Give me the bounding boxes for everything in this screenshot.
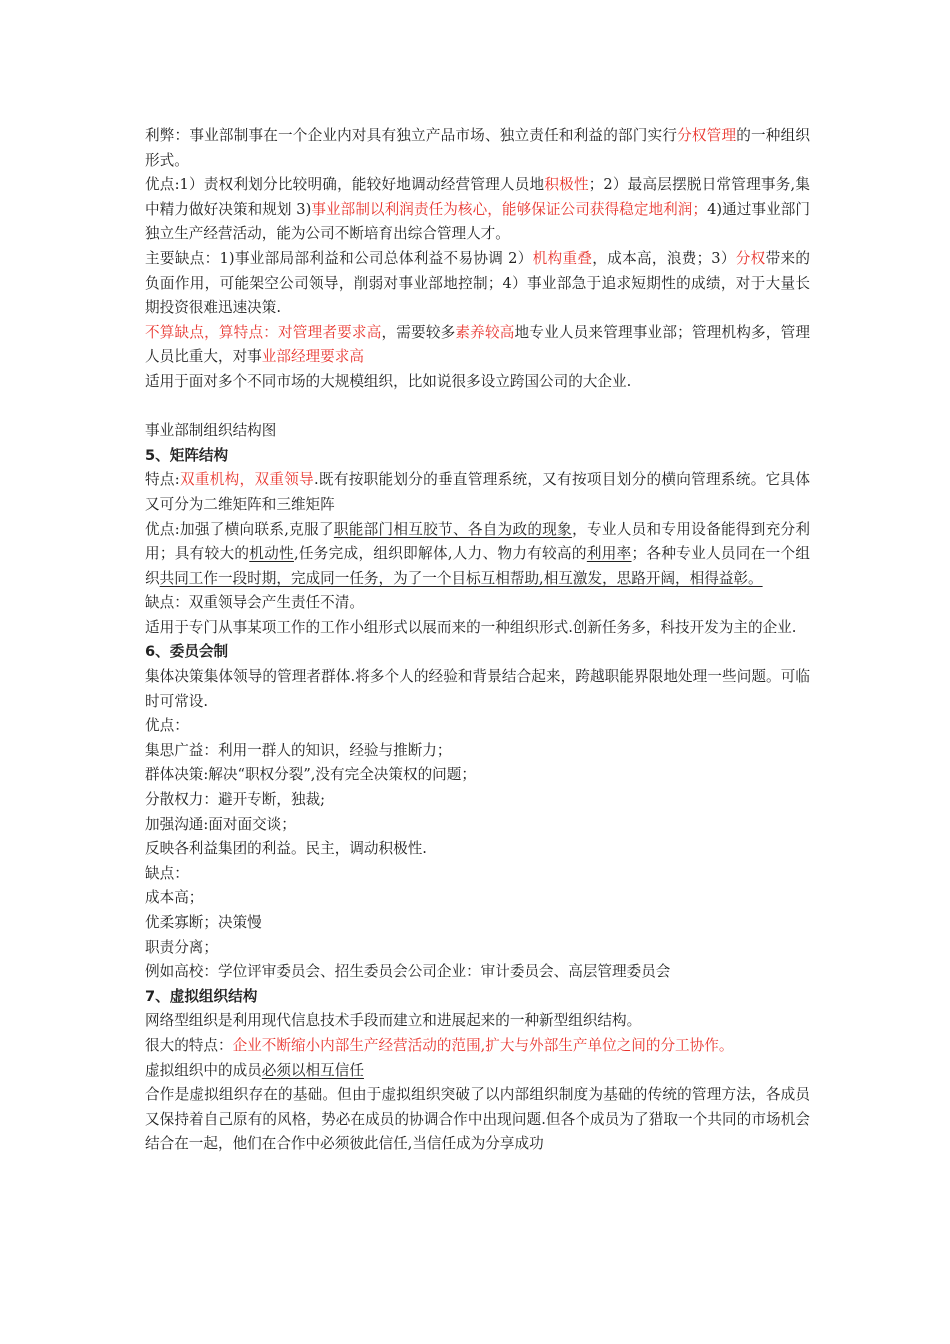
paragraph-applicability: 适用于面对多个不同市场的大规模组织，比如说很多设立跨国公司的大企业. <box>145 372 632 390</box>
text: 优点:加强了横向联系,克服了 <box>145 520 334 538</box>
paragraph-matrix-applicability: 适用于专门从事某项工作的工作小组形式以展而来的一种组织形式.创新任务多，科技开发为主的企业. <box>145 618 797 636</box>
paragraph-committee-intro: 集体决策集体领导的管理者群体.将多个人的经验和背景结合起来，跨越职能界限地处理一些问题。可临时可常设. <box>145 668 810 710</box>
highlight-text: 企业不断缩小内部生产经营活动的范围,扩大与外部生产单位之间的分工协作。 <box>232 1036 734 1054</box>
text: 优点:1）责权利划分比较明确，能较好地调动经营管理人员地 <box>145 176 545 194</box>
line-advantage-4: 加强沟通:面对面交谈； <box>145 815 296 833</box>
highlight-text: 业部经理要求高 <box>261 348 364 366</box>
text: 主要缺点：1)事业部局部利益和公司总体利益不易协调 2） <box>145 249 533 267</box>
highlight-text: 双重机构，双重领导 <box>179 471 314 489</box>
document-page <box>145 124 810 1157</box>
text: ,任务完成，组织即解体,人力、物力有较高的 <box>293 545 587 563</box>
line-disadvantage-1: 成本高； <box>145 889 204 907</box>
underlined-text: 利用率 <box>586 545 632 563</box>
line-advantage-1: 集思广益：利用一群人的知识，经验与推断力； <box>145 741 452 759</box>
paragraph-virtual-features <box>145 1034 810 1059</box>
highlight-text: 事业部制以利润责任为核心，能够保证公司获得稳定地利润； <box>311 200 708 218</box>
text: 虚拟组织中的成员 <box>145 1061 262 1079</box>
underlined-text: 共同工作一段时期，完成同一任务，为了一个目标互相帮助,相互激发，思路开阔，相得益彰。 <box>159 569 763 587</box>
heading-virtual-organization: 7、虚拟组织结构 <box>145 987 258 1005</box>
text: ；各种专业人员同在一个组织 <box>145 545 810 587</box>
line-advantage-2: 群体决策:解决“职权分裂”,没有完全决策权的问题； <box>145 766 476 784</box>
text: ；2）最高层摆脱日常管理事务,集中精力做好决策和规划 3) <box>145 176 810 218</box>
line-examples: 例如高校：学位评审委员会、招生委员会公司企业：审计委员会、高层管理委员会 <box>145 963 671 981</box>
paragraph-disadvantages <box>145 247 810 321</box>
paragraph-trust <box>145 1059 810 1084</box>
line-advantage-3: 分散权力：避开专断，独裁; <box>145 791 326 809</box>
underlined-text: 机动性 <box>249 545 294 563</box>
underlined-text: 职能部门相互胶节、各自为政的现象 <box>333 520 573 538</box>
paragraph-advantages <box>145 173 810 247</box>
text: ，专业人员和专用设备能得到充分利用；具有较大的 <box>145 520 810 563</box>
highlight-text: 积极性 <box>544 176 589 194</box>
line-disadvantage-3: 职责分离； <box>145 938 218 956</box>
text: 带来的负面作用，可能架空公司领导，削弱对事业部地控制；4）事业部急于追求短期性的成绩，对于大量长期投资很难迅速决策. <box>145 249 810 317</box>
heading-matrix-structure: 5、矩阵结构 <box>145 446 229 464</box>
line-disadvantages-label: 缺点： <box>145 864 189 882</box>
text: 地专业人员来管理事业部；管理机构多，管理人员比重大，对事 <box>145 323 810 366</box>
paragraph-matrix-features <box>145 468 810 517</box>
text: ，需要较多 <box>381 323 456 341</box>
line-disadvantage-2: 优柔寡断；决策慢 <box>145 914 262 931</box>
paragraph-network-org: 网络型组织是利用现代信息技术手段而建立和进展起来的一种新型组织结构。 <box>145 1012 642 1030</box>
text: 的一种组织形式。 <box>145 127 810 169</box>
text: 特点: <box>145 471 180 489</box>
underlined-text: 必须以相互信任 <box>261 1061 364 1079</box>
highlight-text: 分权 <box>735 249 766 267</box>
text: 4)通过事业部门独立生产经营活动，能为公司不断培育出综合管理人才。 <box>145 200 810 243</box>
highlight-text: 机构重叠 <box>532 249 593 267</box>
caption-org-chart: 事业部制组织结构图 <box>145 422 277 440</box>
paragraph-matrix-advantages <box>145 518 810 592</box>
heading-committee-system: 6、委员会制 <box>145 643 229 661</box>
highlight-text: 分权管理 <box>677 127 737 144</box>
text: .既有按职能划分的垂直管理系统，又有按项目划分的横向管理系统。它具体又可分为二维矩阵和三维矩阵 <box>145 471 810 513</box>
line-advantage-5: 反映各利益集团的利益。民主，调动积极性. <box>145 840 427 858</box>
paragraph-cooperation: 合作是虚拟组织存在的基础。但由于虚拟组织突破了以内部组织制度为基础的传统的管理方法，各成员又保持着自己原有的风格，势必在成员的协调合作中出现问题.但各个成员为了猎取一个共同的市场机会结合在一起，他们在合作中必须彼此信任,当信任成为分享成功 <box>145 1086 810 1153</box>
paragraph-features <box>145 321 810 370</box>
highlight-text: 不算缺点，算特点：对管理者要求高 <box>145 323 382 341</box>
highlight-text: 素养较高 <box>455 323 515 341</box>
text: 很大的特点： <box>145 1036 233 1054</box>
paragraph-matrix-disadvantages: 缺点：双重领导会产生责任不清。 <box>145 594 364 612</box>
line-advantages-label: 优点： <box>145 717 189 735</box>
text: ，成本高，浪费；3） <box>592 249 736 267</box>
paragraph-pros-cons <box>145 124 810 173</box>
text: 利弊：事业部制事在一个企业内对具有独立产品市场、独立责任和利益的部门实行 <box>145 127 678 144</box>
